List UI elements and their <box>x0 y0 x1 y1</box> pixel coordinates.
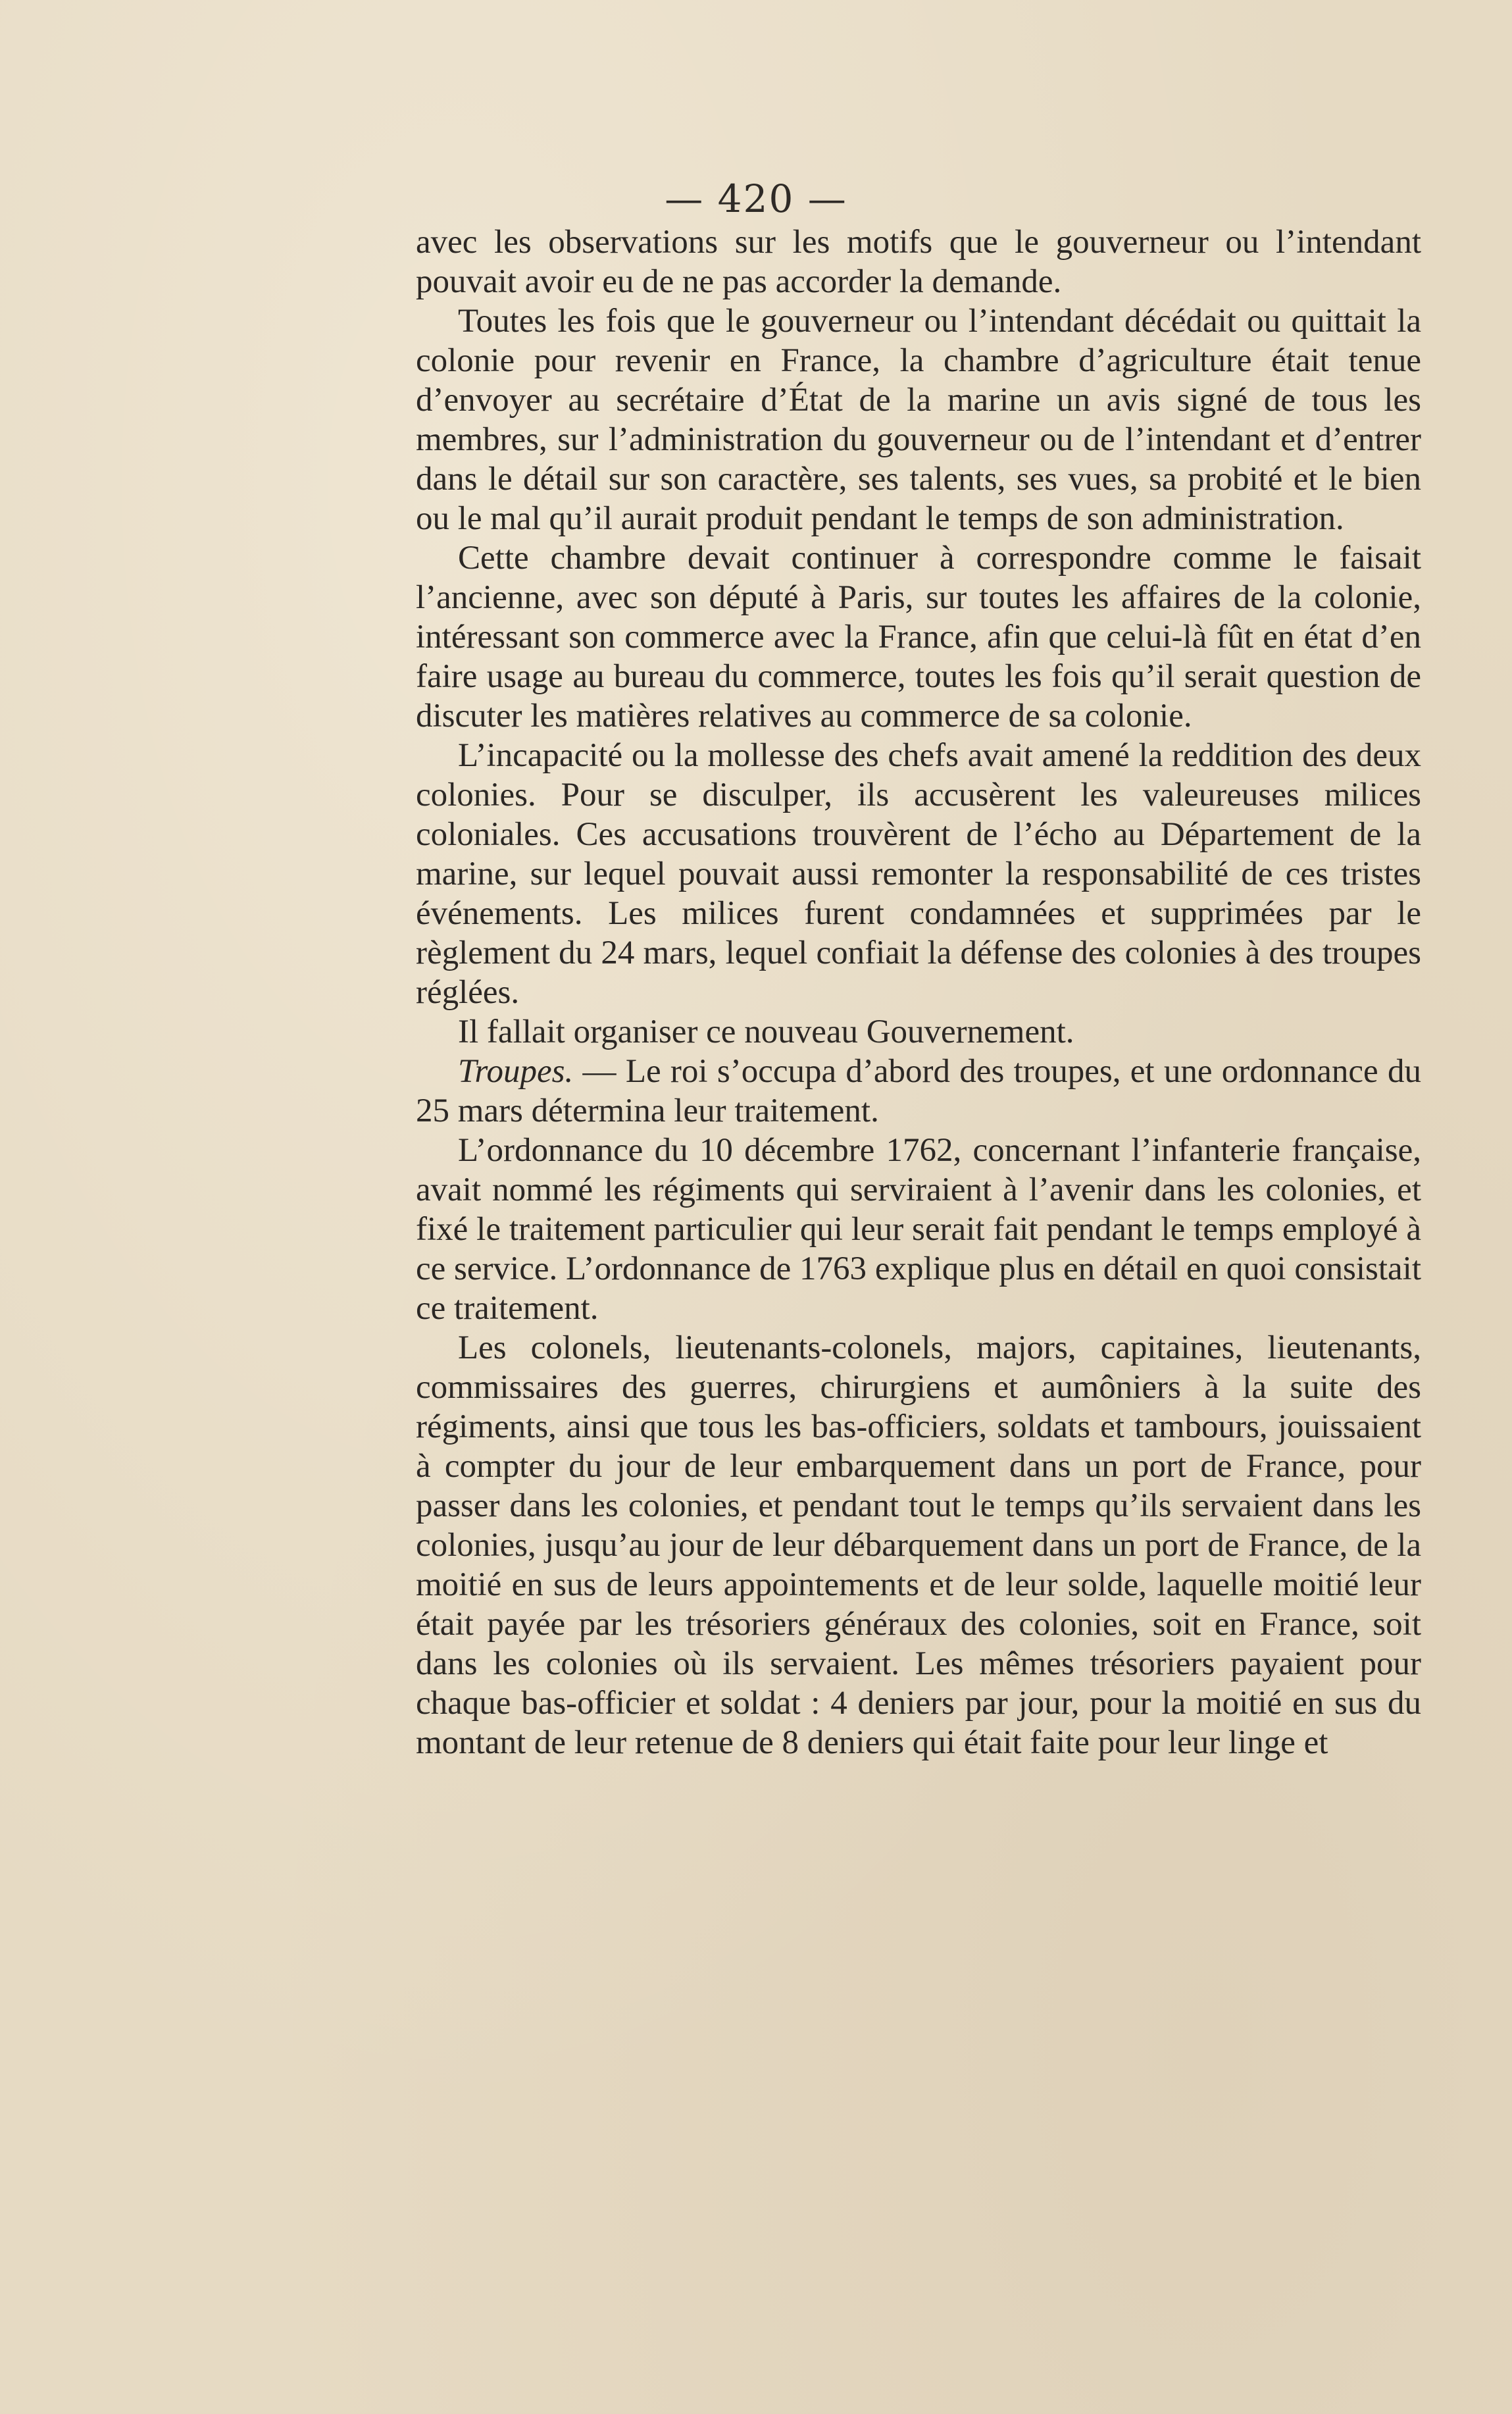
paragraph-7: L’ordonnance du 10 décembre 1762, concernant l’infanterie française, avait nommé les régiments qui serviraient à l’avenir dans les colonies, et fixé le traitement particulier qui leur serait fait pendant le temps employé à ce service. L’ordonnance de 1763 explique plus en détail en quoi consistait ce traitement. <box>416 1132 1421 1327</box>
paragraph-3: Cette chambre devait continuer à correspondre comme le faisait l’ancienne, avec son député à Paris, sur toutes les affaires de la colonie, intéressant son commerce avec la France, afin que celui-là fût en état d’en faire usage au bureau du commerce, toutes les fois qu’il serait question de discuter les matières relatives au commerce de sa colonie. <box>416 540 1421 734</box>
paragraph-4: L’incapacité ou la mollesse des chefs avait amené la reddition des deux colonies. Pour se disculper, ils accusèrent les valeureuses milices coloniales. Ces accusations trouvèrent de l’écho au Département de la marine, sur lequel pouvait aussi remonter la responsabilité de ces tristes événements. Les milices furent condamnées et supprimées par le règlement du 24 mars, lequel confiait la défense des colonies à des troupes réglées. <box>416 737 1421 1011</box>
paragraph-6 <box>416 1052 1421 1131</box>
body-text <box>416 222 1421 1762</box>
paragraph-2: Toutes les fois que le gouverneur ou l’intendant décédait ou quittait la colonie pour revenir en France, la chambre d’agriculture était tenue d’envoyer au secrétaire d’État de la marine un avis signé de tous les membres, sur l’administration du gouverneur ou de l’intendant et d’entrer dans le détail sur son caractère, ses talents, ses vues, sa probité et le bien ou le mal qu’il aurait produit pendant le temps de son administration. <box>416 303 1421 537</box>
paragraph-1: avec les observations sur les motifs que le gouverneur ou l’intendant pouvait avoir eu de ne pas accorder la demande. <box>416 224 1421 300</box>
page-number: — 420 — <box>665 176 847 221</box>
paragraph-5: Il fallait organiser ce nouveau Gouvernement. <box>458 1014 1074 1050</box>
section-lead-troupes: Troupes. <box>458 1053 574 1090</box>
paragraph-6-text: — Le roi s’occupa d’abord des troupes, et une ordonnance du 25 mars détermina leur traitement. <box>416 1053 1421 1129</box>
paragraph-8: Les colonels, lieutenants-colonels, majors, capitaines, lieutenants, commissaires des guerres, chirurgiens et aumôniers à la suite des régiments, ainsi que tous les bas-officiers, soldats et tambours, jouissaient à compter du jour de leur embarquement dans un port de France, pour passer dans les colonies, et pendant tout le temps qu’ils servaient dans les colonies, jusqu’au jour de leur débarquement dans un port de France, de la moitié en sus de leurs appointements et de leur solde, laquelle moitié leur était payée par les trésoriers généraux des colonies, soit en France, soit dans les colonies où ils servaient. Les mêmes trésoriers payaient pour chaque bas-officier et soldat : 4 deniers par jour, pour la moitié en sus du montant de leur retenue de 8 deniers qui était faite pour leur linge et <box>416 1329 1421 1761</box>
